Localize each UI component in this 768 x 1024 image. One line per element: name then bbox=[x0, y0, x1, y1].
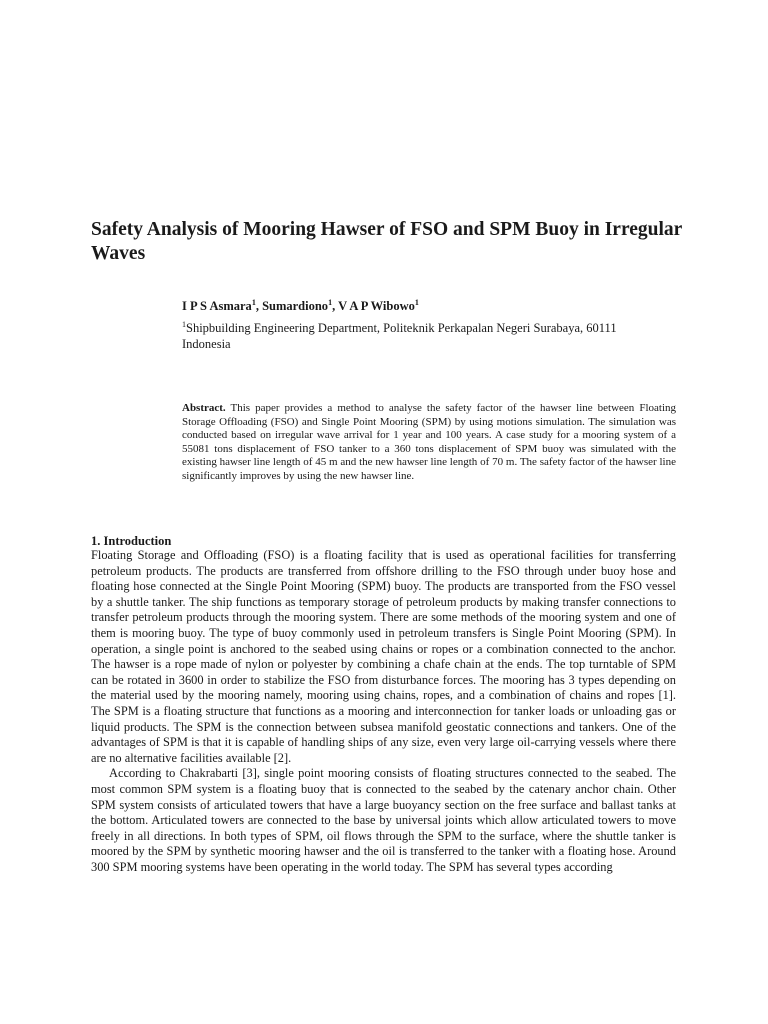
abstract-label: Abstract. bbox=[182, 402, 226, 414]
author-affiliation-mark: 1 bbox=[414, 297, 419, 307]
body-paragraph: Floating Storage and Offloading (FSO) is a floating facility that is used as operational facilities for transferring petroleum products. The products are transferred from offshore drilling to the FSO through under buoy hose and floating hose connected at the Single Point Mooring (SPM) buoy. The products are transported from the FSO vessel by a shuttle tanker. The ship functions as temporary storage of petroleum products by making transfer connections to transfer petroleum products through the mooring system. There are some methods of the mooring system and one of them is mooring buoy. The type of buoy commonly used in petroleum transfers is Single Point Mooring (SPM). In operation, a single point is anchored to the seabed using chains or ropes or a combination connected to the anchor. The hawser is a rope made of nylon or polyester by combining a chafe chain at the ends. The top turntable of SPM can be rotated in 3600 in order to stabilize the FSO from disturbance forces. The mooring has 3 types depending on the material used by the mooring namely, mooring using chains, ropes, and a combination of chains and ropes [1]. The SPM is a floating structure that functions as a mooring and interconnection for tanker loads or unloading gas or liquid products. The SPM is the connection between subsea manifold geostatic connections and tankers. One of the advantages of SPM is that it is capable of handling ships of any size, even very large oil-carrying vessels where there are no alternative facilities available [2]. bbox=[91, 548, 676, 765]
abstract-text: This paper provides a method to analyse the safety factor of the hawser line between Floating Storage Offloading (FSO) and Single Point Mooring (SPM) by using motions simulation. The simulation was conducted based on irregular wave arrival for 1 year and 100 years. A case study for a mooring system of a 55081 tons displacement of FSO tanker to a 360 tons displacement of SPM buoy was simulated with the existing hawser line length of 45 m and the new hawser line length of 70 m. The safety factor of the hawser line significantly improves by using the new hawser line. bbox=[182, 402, 676, 482]
affiliation bbox=[182, 320, 642, 352]
section-heading: 1. Introduction bbox=[91, 534, 172, 548]
author-affiliation-mark: 1 bbox=[251, 297, 256, 307]
body-paragraph: According to Chakrabarti [3], single point mooring consists of floating structures connected to the seabed. The most common SPM system is a floating buoy that is connected to the seabed by the catenary anchor chain. Other SPM system consists of articulated towers that have a large buoyancy section on the free surface and ballast tanks at the bottom. Articulated towers are connected to the base by universal joints which allow articulated towers to move freely in all directions. In both types of SPM, oil flows through the SPM to the surface, where the shuttle tanker is moored by the SPM by synthetic mooring hawser and the oil is transferred to the tanker with a floating hose. Around 300 SPM mooring systems have been operating in the world today. The SPM has several types according bbox=[91, 766, 676, 874]
section-body bbox=[91, 548, 676, 875]
author-separator: , bbox=[255, 299, 263, 313]
abstract bbox=[182, 402, 676, 484]
affiliation-text: Shipbuilding Engineering Department, Politeknik Perkapalan Negeri Surabaya, 60111 Indonesia bbox=[182, 321, 617, 351]
author-list bbox=[182, 298, 682, 314]
affiliation-mark: 1 bbox=[182, 319, 186, 329]
author-name: V A P Wibowo bbox=[338, 299, 415, 313]
paper-title: Safety Analysis of Mooring Hawser of FSO and SPM Buoy in Irregular Waves bbox=[91, 219, 682, 264]
author-name: I P S Asmara bbox=[182, 299, 252, 313]
author-affiliation-mark: 1 bbox=[328, 297, 333, 307]
author-name: Sumardiono bbox=[262, 299, 329, 313]
author-separator: , bbox=[332, 299, 339, 313]
